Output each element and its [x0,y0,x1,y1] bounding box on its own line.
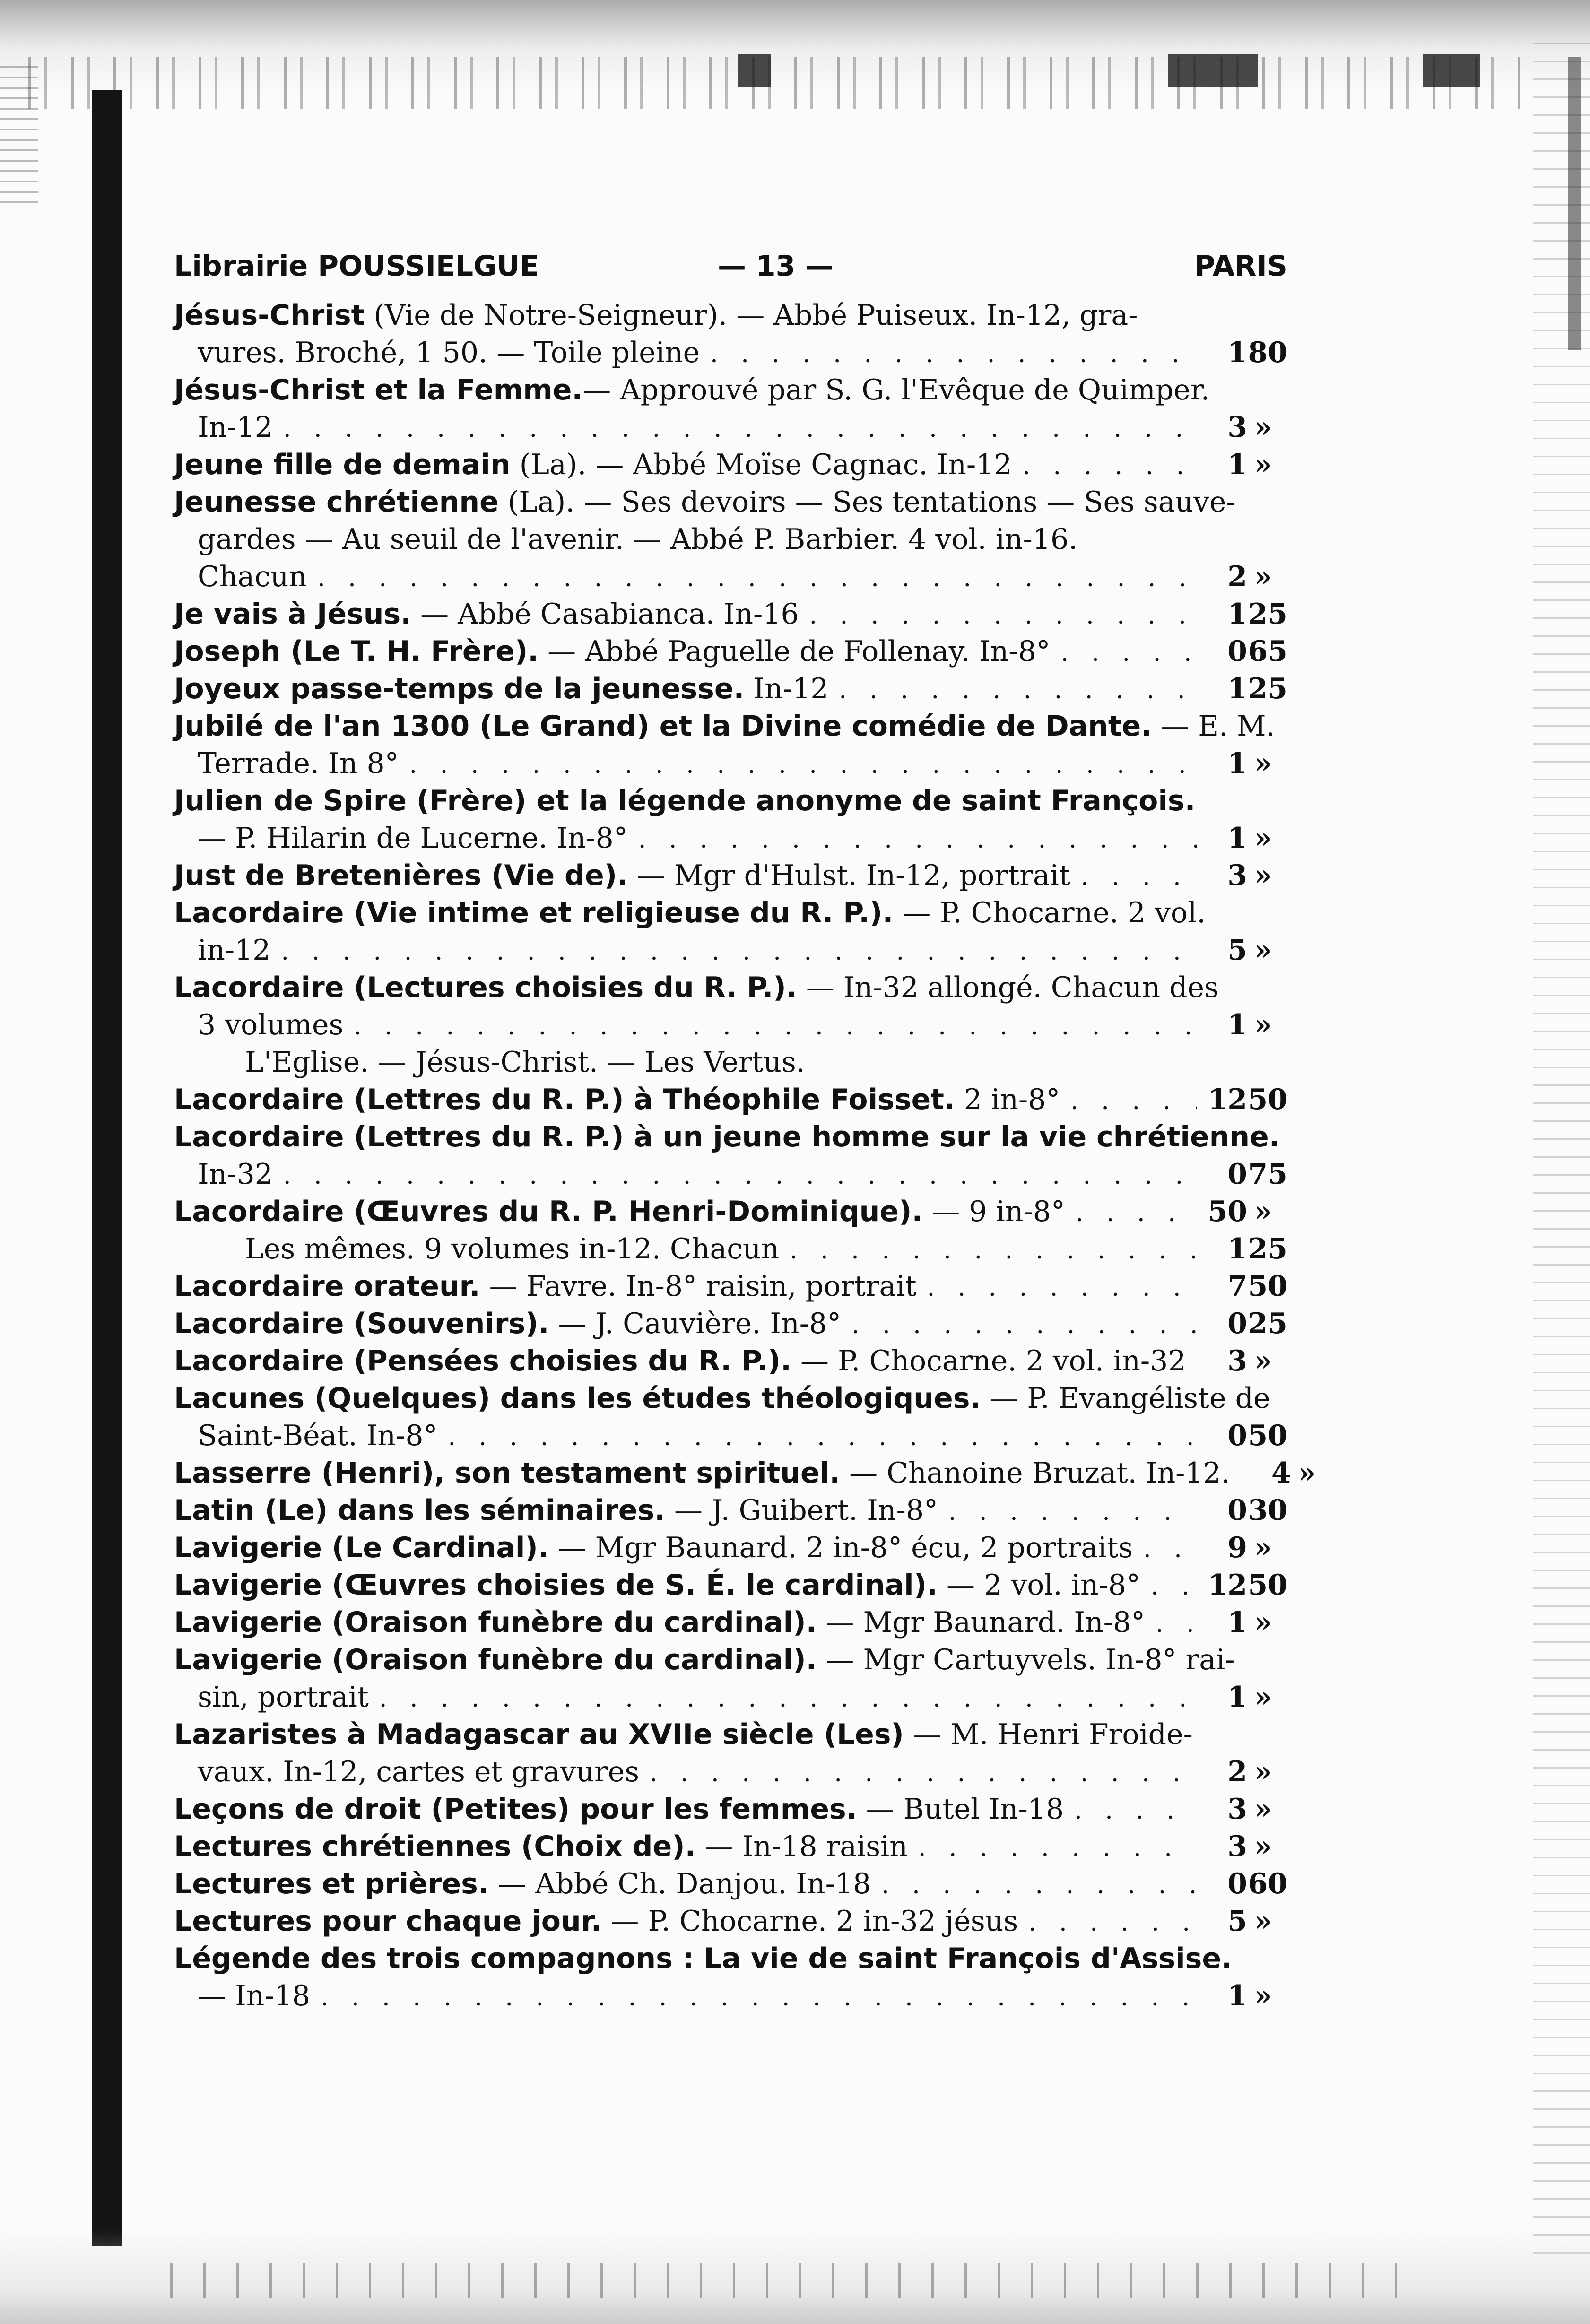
price-centimes: » [1254,1531,1272,1564]
entry-line [174,1305,1287,1343]
dot-leader [881,1867,1197,1904]
entry-title: Lacordaire (Œuvres du R. P. Henri-Dominique). [174,1195,923,1228]
price-francs: 1 [1227,598,1247,631]
entry-details: — Mgr Cartuyvels. In-8° rai- [817,1643,1235,1676]
catalog-entry [174,484,1287,596]
entry-price [1207,1417,1287,1455]
entry-details: — In-18 [198,1979,311,2012]
price-francs: 3 [1227,1830,1247,1863]
catalog-entry [174,670,1287,708]
entry-line [174,1865,1287,1903]
entry-title: Lavigerie (Oraison funèbre du cardinal). [174,1606,817,1639]
dot-leader [379,1680,1197,1717]
price-centimes: » [1254,1830,1272,1863]
entry-title: Lacordaire (Vie intime et religieuse du R. P.). [174,896,894,929]
price-centimes: » [1254,1195,1272,1228]
entry-line [174,633,1287,670]
entry-details: — J. Guibert. In-8° [665,1494,938,1527]
entry-price [1207,596,1287,633]
dot-leader [1151,1568,1197,1605]
price-francs: 3 [1227,411,1247,444]
entry-line [174,409,1287,446]
entry-price [1207,1268,1287,1305]
entry-price [1207,1865,1287,1903]
entry-price [1207,745,1287,782]
entry-line [174,446,1287,484]
entry-title: Lavigerie (Le Cardinal). [174,1531,549,1564]
price-francs: 50 [1208,1195,1247,1228]
entry-line [174,1529,1287,1567]
price-centimes: » [1254,1793,1272,1826]
catalog-entry [174,1604,1287,1641]
catalog-entry [174,708,1287,782]
entry-title: Joyeux passe-temps de la jeunesse. [174,672,745,705]
price-centimes: » [1298,1457,1316,1490]
entry-title: Je vais à Jésus. [174,598,412,631]
entry-line [174,1641,1287,1679]
entry-price [1207,1492,1287,1529]
entry-details: — Favre. In-8° raisin, portrait [480,1270,917,1303]
entry-price [1207,1679,1287,1716]
dot-leader [1061,634,1197,672]
price-centimes: 25 [1248,672,1287,705]
entry-details: — Abbé Casabianca. In-16 [411,598,799,631]
entry-title: Lectures et prières. [174,1867,489,1900]
entry-details: — In-32 allongé. Chacun des [797,971,1219,1004]
catalog-entry [174,1492,1287,1529]
entry-line [174,558,1287,596]
entry-price [1207,820,1287,857]
entry-details: — Abbé Paguelle de Follenay. In-8° [539,635,1051,668]
scan-noise-top [28,57,1532,109]
price-centimes: » [1254,1755,1272,1788]
entry-price [1207,1231,1287,1268]
catalog-entry [174,596,1287,633]
entry-line [174,1380,1287,1417]
price-francs: 5 [1227,934,1247,967]
entry-details: sin, portrait [198,1681,369,1714]
price-francs: 2 [1227,1755,1247,1788]
dot-leader [1143,1531,1197,1568]
price-francs: 1 [1227,747,1247,780]
entry-price [1207,446,1287,484]
catalog-entry [174,1865,1287,1903]
entry-details: In-32 [198,1158,273,1191]
price-francs: 0 [1227,1419,1247,1452]
price-francs: 1 [1227,1232,1247,1266]
entry-title: Lazaristes à Madagascar au XVIIe siècle (Les) [174,1718,904,1751]
entry-line [174,1156,1287,1193]
entry-line [174,334,1287,372]
catalog-entry [174,1940,1287,2015]
entry-line [174,1268,1287,1305]
entry-title: Lacunes (Quelques) dans les études théologiques. [174,1382,981,1415]
entry-title: Lavigerie (Œuvres choisies de S. É. le cardinal). [174,1569,938,1602]
catalog-entry [174,1119,1287,1193]
price-centimes: » [1254,1008,1272,1041]
catalog-entry [174,1903,1287,1940]
entry-title: Lacordaire (Lectures choisies du R. P.). [174,971,797,1004]
entry-line [174,1716,1287,1753]
entry-title: Jeune fille de demain [174,448,511,481]
catalog-entry [174,1343,1287,1380]
dot-leader [1076,1195,1197,1232]
scan-mark [738,54,771,87]
catalog-entry [174,1529,1287,1567]
entry-title: Lectures chrétiennes (Choix de). [174,1830,696,1863]
entry-price [1207,1903,1287,1940]
price-francs: 1 [1227,822,1247,855]
entry-price [1207,1753,1287,1791]
entry-line [174,1231,1287,1268]
entry-details: In-12 [198,411,273,444]
entry-details: — P. Chocarne. 2 vol. [893,896,1206,929]
entry-details: Saint-Béat. In-8° [198,1419,438,1452]
scan-mark [1423,54,1480,87]
entry-line [174,969,1287,1006]
price-centimes: » [1254,448,1272,481]
entry-details: — M. Henri Froide- [904,1718,1193,1751]
dot-leader [448,1419,1197,1456]
dot-leader [317,560,1197,597]
dot-leader [283,1157,1197,1195]
entry-details: — Mgr Baunard. In-8° [817,1606,1146,1639]
entry-details: — P. Chocarne. 2 in-32 jésus [601,1905,1018,1938]
binding-shadow [92,90,122,2246]
dot-leader [1074,1792,1197,1830]
catalog-entry [174,1641,1287,1716]
catalog-entry [174,894,1287,969]
price-francs: 7 [1227,1270,1247,1303]
dot-leader [321,1979,1197,2016]
entry-details: gardes — Au seuil de l'avenir. — Abbé P. Barbier. 4 vol. in-16. [198,523,1078,556]
price-centimes: » [1254,934,1272,967]
entry-line [174,1006,1287,1044]
price-centimes: 50 [1248,1569,1287,1602]
entry-details: vaux. In-12, cartes et gravures [198,1755,640,1788]
entry-details: — E. M. [1152,710,1275,743]
entry-line [174,297,1287,334]
entry-line [174,1604,1287,1641]
catalog-entry [174,633,1287,670]
entry-line [174,1679,1287,1716]
scan-noise-left [0,66,38,208]
entry-price [1207,932,1287,969]
dot-leader [283,410,1197,448]
entry-line [174,1567,1287,1604]
entry-details: — Butel In-18 [857,1793,1064,1826]
entry-price [1207,1006,1287,1044]
entry-details: (La). — Ses devoirs — Ses tentations — Ses sauve- [498,486,1236,519]
entry-line [174,1193,1287,1231]
price-francs: 1 [1227,672,1247,705]
entry-price [1207,409,1287,446]
entry-line [174,1119,1287,1156]
entry-details: Les mêmes. 9 volumes in-12. Chacun [245,1232,780,1266]
entry-price [1207,1305,1287,1343]
book-catalog-list [174,297,1316,2015]
price-francs: 1 [1227,1979,1247,2012]
entry-price [1207,1977,1287,2015]
entry-title: Lacordaire (Lettres du R. P.) à un jeune homme sur la vie chrétienne. [174,1120,1280,1153]
price-centimes: » [1254,822,1272,855]
price-centimes: » [1254,1606,1272,1639]
price-centimes: 50 [1248,1270,1287,1303]
entry-details: — 9 in-8° [922,1195,1065,1228]
entry-line [174,894,1287,932]
scan-noise-bottom [170,2263,1399,2298]
entry-details: — P. Evangéliste de [981,1382,1270,1415]
price-francs: 2 [1227,560,1247,593]
entry-line [174,932,1287,969]
entry-price [1207,558,1287,596]
entry-title: Joseph (Le T. H. Frère). [174,635,539,668]
price-francs: 1 [1227,336,1247,369]
dot-leader [1022,448,1197,485]
price-francs: 3 [1227,1793,1247,1826]
price-francs: 0 [1227,635,1247,668]
entry-details: 3 volumes [198,1008,344,1041]
price-francs: 12 [1208,1569,1247,1602]
catalog-entry [174,1193,1287,1268]
price-centimes: 50 [1248,1083,1287,1116]
entry-line [174,1081,1287,1119]
entry-line [174,372,1287,409]
catalog-entry [174,969,1287,1081]
entry-title: Lacordaire (Lettres du R. P.) à Théophile Foisset. [174,1083,955,1116]
price-centimes: » [1254,747,1272,780]
entry-title: Lacordaire (Pensées choisies du R. P.). [174,1344,791,1378]
entry-title: Lectures pour chaque jour. [174,1905,602,1938]
entry-title: Jubilé de l'an 1300 (Le Grand) et la Divine comédie de Dante. [174,710,1152,743]
price-centimes: 25 [1248,1232,1287,1266]
entry-title: Jésus-Christ [174,299,365,332]
entry-price [1207,857,1287,894]
dot-leader [710,336,1197,373]
price-francs: 5 [1227,1905,1247,1938]
price-centimes: » [1254,1979,1272,2012]
entry-details: (Vie de Notre-Seigneur). — Abbé Puiseux. In-12, gra- [365,299,1138,332]
entry-title: Julien de Spire (Frère) et la légende anonyme de saint François. [174,784,1196,817]
entry-line [174,782,1287,820]
entry-details: — Mgr Baunard. 2 in-8° écu, 2 portraits [548,1531,1133,1564]
price-centimes: 80 [1248,336,1287,369]
catalog-entry [174,446,1287,484]
catalog-entry [174,1455,1316,1492]
dot-leader [650,1755,1197,1792]
entry-title: Latin (Le) dans les séminaires. [174,1494,665,1527]
entry-line [174,521,1287,558]
catalog-entry [174,1716,1287,1791]
price-centimes: 25 [1248,1307,1287,1340]
dot-leader [851,1307,1197,1344]
entry-details: — P. Hilarin de Lucerne. In-8° [198,822,628,855]
price-centimes: 75 [1248,1158,1287,1191]
price-centimes: 50 [1248,1419,1287,1452]
entry-details: — Abbé Ch. Danjou. In-18 [488,1867,871,1900]
entry-details: — J. Cauvière. In-8° [549,1307,842,1340]
entry-details: (La). — Abbé Moïse Cagnac. In-12 [510,448,1012,481]
price-centimes: 30 [1248,1494,1287,1527]
entry-price [1207,1193,1287,1231]
entry-line [174,1977,1287,2015]
catalog-entry [174,857,1287,894]
dot-leader [1081,858,1197,896]
price-francs: 9 [1227,1531,1247,1564]
entry-title: Jésus-Christ et la Femme. [174,373,583,407]
entry-line [174,1343,1287,1380]
dot-leader [354,1008,1197,1045]
dot-leader [1070,1083,1197,1120]
page-header [174,250,1287,295]
price-francs: 0 [1227,1307,1247,1340]
entry-price [1207,1343,1287,1380]
entry-details: L'Eglise. — Jésus-Christ. — Les Vertus. [245,1046,805,1079]
entry-line [174,1791,1287,1828]
entry-price [1207,1156,1287,1193]
dot-leader [809,597,1197,634]
price-centimes: » [1254,411,1272,444]
scan-mark [1168,54,1258,87]
entry-title: Légende des trois compagnons : La vie de saint François d'Assise. [174,1942,1232,1975]
price-francs: 1 [1227,1681,1247,1714]
entry-line [174,1455,1316,1492]
page-number: — 13 — [718,250,834,283]
scan-mark [1568,57,1581,350]
catalog-entry [174,1380,1287,1455]
price-centimes: 25 [1248,598,1287,631]
entry-line [174,820,1287,857]
entry-details: vures. Broché, 1 50. — Toile pleine [198,336,700,369]
price-centimes: » [1254,859,1272,892]
dot-leader [1028,1904,1197,1942]
entry-line [174,596,1287,633]
entry-title: Lavigerie (Oraison funèbre du cardinal). [174,1643,817,1676]
entry-line [174,1940,1287,1977]
price-centimes: » [1254,1681,1272,1714]
entry-line [174,745,1287,782]
price-francs: 12 [1208,1083,1247,1116]
dot-leader [918,1830,1197,1867]
entry-details: 2 in-8° [955,1083,1060,1116]
entry-details: In-12 [744,672,829,705]
entry-line [174,857,1287,894]
entry-line [174,708,1287,745]
dot-leader [638,821,1197,858]
entry-price [1207,1604,1287,1641]
catalog-entry [174,1791,1287,1828]
price-centimes: » [1254,1905,1272,1938]
entry-price [1207,334,1287,372]
entry-details: — Chanoine Bruzat. In-12. [840,1457,1230,1490]
entry-line [174,1903,1287,1940]
catalog-entry [174,1081,1287,1119]
entry-title: Jeunesse chrétienne [174,486,499,519]
dot-leader [927,1269,1197,1307]
entry-line [174,670,1287,708]
entry-price [1207,1791,1287,1828]
entry-details: Chacun [198,560,307,593]
entry-price [1207,1529,1287,1567]
catalog-entry [174,1828,1287,1865]
entry-title: Lasserre (Henri), son testament spirituel. [174,1457,841,1490]
scan-noise-right [1533,43,1590,2264]
entry-price [1251,1455,1331,1492]
price-francs: 0 [1227,1494,1247,1527]
dot-leader [839,672,1197,709]
dot-leader [790,1232,1197,1269]
catalog-entry [174,1305,1287,1343]
price-francs: 1 [1227,1606,1247,1639]
entry-title: Lacordaire (Souvenirs). [174,1307,549,1340]
entry-price [1207,1828,1287,1865]
entry-price [1207,633,1287,670]
dot-leader [948,1493,1197,1531]
dot-leader [1156,1605,1197,1643]
price-centimes: 65 [1248,635,1287,668]
price-francs: 0 [1227,1867,1247,1900]
entry-price [1207,1567,1287,1604]
dot-leader [409,746,1197,784]
dot-leader [281,933,1197,971]
entry-line [174,1828,1287,1865]
entry-details: — In-18 raisin [695,1830,908,1863]
entry-line [174,484,1287,521]
price-francs: 4 [1271,1457,1291,1490]
entry-details: — 2 vol. in-8° [937,1569,1140,1602]
entry-details: — Approuvé par S. G. l'Evêque de Quimper. [582,373,1210,407]
price-francs: 1 [1227,448,1247,481]
entry-price [1207,1081,1287,1119]
entry-details: in-12 [198,934,271,967]
price-francs: 3 [1227,1344,1247,1378]
catalog-entry [174,1268,1287,1305]
entry-title: Leçons de droit (Petites) pour les femmes. [174,1793,857,1826]
entry-title: Just de Bretenières (Vie de). [174,859,628,892]
catalog-entry [174,1567,1287,1604]
entry-line [174,1492,1287,1529]
entry-details: — P. Chocarne. 2 vol. in-32 [791,1344,1186,1378]
entry-line [174,1417,1287,1455]
publisher-name: Librairie POUSSIELGUE [174,250,539,283]
city-name: PARIS [1194,250,1287,283]
entry-title: Lacordaire orateur. [174,1270,480,1303]
catalog-entry [174,782,1287,857]
entry-details: — Mgr d'Hulst. In-12, portrait [627,859,1070,892]
price-centimes: 60 [1248,1867,1287,1900]
entry-line [174,1753,1287,1791]
price-francs: 3 [1227,859,1247,892]
price-centimes: » [1254,560,1272,593]
price-centimes: » [1254,1344,1272,1378]
catalog-entry [174,372,1287,446]
entry-line [174,1044,1287,1081]
catalog-entry [174,297,1287,372]
entry-details: Terrade. In 8° [198,747,399,780]
price-francs: 0 [1227,1158,1247,1191]
price-francs: 1 [1227,1008,1247,1041]
entry-price [1207,670,1287,708]
